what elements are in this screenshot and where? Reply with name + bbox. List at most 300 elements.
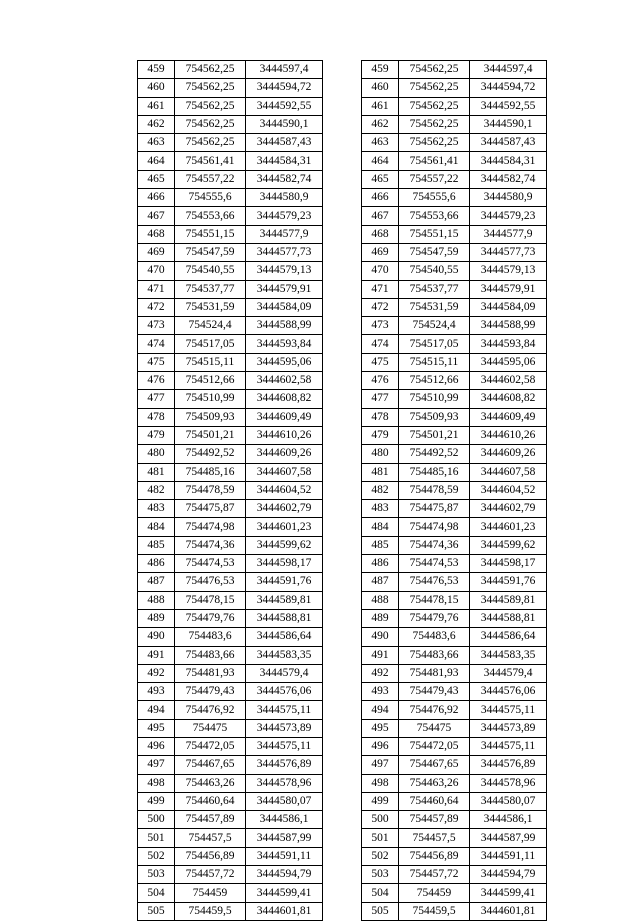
table-row-left: [138, 280, 323, 298]
table-row-left: [138, 243, 323, 261]
x-coordinate-cell: 754474,36: [399, 536, 470, 554]
x-coordinate-cell: 754479,43: [175, 683, 246, 701]
table-row-left: [138, 811, 323, 829]
y-coordinate-cell: 3444575,11: [470, 701, 547, 719]
point-number-cell: 468: [362, 225, 399, 243]
table-row-right: [362, 884, 547, 902]
y-coordinate-cell: 3444591,76: [246, 573, 323, 591]
point-number-cell: 461: [362, 97, 399, 115]
table-row-right: [362, 683, 547, 701]
point-number-cell: 488: [138, 591, 175, 609]
y-coordinate-cell: 3444609,26: [470, 445, 547, 463]
y-coordinate-cell: 3444601,23: [246, 518, 323, 536]
y-coordinate-cell: 3444601,81: [470, 902, 547, 920]
table-row-right: [362, 536, 547, 554]
x-coordinate-cell: 754562,25: [175, 115, 246, 133]
x-coordinate-cell: 754463,26: [175, 774, 246, 792]
x-coordinate-cell: 754512,66: [175, 372, 246, 390]
table-row-right: [362, 262, 547, 280]
x-coordinate-cell: 754483,66: [175, 646, 246, 664]
table-row-left: [138, 481, 323, 499]
point-number-cell: 500: [362, 811, 399, 829]
table-row-left: [138, 152, 323, 170]
table-row-right: [362, 609, 547, 627]
y-coordinate-cell: 3444579,13: [470, 262, 547, 280]
point-number-cell: 460: [138, 79, 175, 97]
point-number-cell: 475: [138, 353, 175, 371]
table-row-left: [138, 701, 323, 719]
point-number-cell: 467: [362, 207, 399, 225]
point-number-cell: 477: [362, 390, 399, 408]
table-row-right: [362, 335, 547, 353]
table-row-right: [362, 628, 547, 646]
y-coordinate-cell: 3444608,82: [246, 390, 323, 408]
x-coordinate-cell: 754472,05: [175, 737, 246, 755]
table-row-left: [138, 61, 323, 79]
table-row-right: [362, 463, 547, 481]
y-coordinate-cell: 3444579,13: [246, 262, 323, 280]
x-coordinate-cell: 754540,55: [175, 262, 246, 280]
table-row-left: [138, 134, 323, 152]
y-coordinate-cell: 3444587,43: [470, 134, 547, 152]
point-number-cell: 483: [362, 500, 399, 518]
x-coordinate-cell: 754562,25: [175, 79, 246, 97]
x-coordinate-cell: 754476,92: [399, 701, 470, 719]
table-row-left: [138, 262, 323, 280]
x-coordinate-cell: 754540,55: [399, 262, 470, 280]
x-coordinate-cell: 754547,59: [399, 243, 470, 261]
y-coordinate-cell: 3444578,96: [470, 774, 547, 792]
point-number-cell: 460: [362, 79, 399, 97]
x-coordinate-cell: 754457,89: [399, 811, 470, 829]
point-number-cell: 498: [362, 774, 399, 792]
y-coordinate-cell: 3444609,26: [246, 445, 323, 463]
table-row-left: [138, 683, 323, 701]
point-number-cell: 474: [362, 335, 399, 353]
point-number-cell: 465: [362, 170, 399, 188]
point-number-cell: 500: [138, 811, 175, 829]
x-coordinate-cell: 754551,15: [175, 225, 246, 243]
point-number-cell: 463: [138, 134, 175, 152]
point-number-cell: 466: [138, 189, 175, 207]
x-coordinate-cell: 754483,6: [399, 628, 470, 646]
table-row-left: [138, 756, 323, 774]
point-number-cell: 498: [138, 774, 175, 792]
point-number-cell: 487: [362, 573, 399, 591]
point-number-cell: 504: [138, 884, 175, 902]
table-row-left: [138, 463, 323, 481]
table-row-left: [138, 170, 323, 188]
table-row-left: [138, 317, 323, 335]
table-row-right: [362, 500, 547, 518]
x-coordinate-cell: 754481,93: [175, 664, 246, 682]
point-number-cell: 469: [362, 243, 399, 261]
x-coordinate-cell: 754479,76: [399, 609, 470, 627]
table-row-right: [362, 774, 547, 792]
y-coordinate-cell: 3444588,99: [246, 317, 323, 335]
point-number-cell: 459: [362, 61, 399, 79]
y-coordinate-cell: 3444599,41: [470, 884, 547, 902]
point-number-cell: 496: [138, 737, 175, 755]
point-number-cell: 499: [138, 792, 175, 810]
y-coordinate-cell: 3444602,79: [470, 500, 547, 518]
y-coordinate-cell: 3444589,81: [246, 591, 323, 609]
table-row-left: [138, 445, 323, 463]
table-row-right: [362, 408, 547, 426]
table-row-left: [138, 555, 323, 573]
y-coordinate-cell: 3444597,4: [470, 61, 547, 79]
point-number-cell: 471: [362, 280, 399, 298]
x-coordinate-cell: 754509,93: [399, 408, 470, 426]
point-number-cell: 472: [362, 298, 399, 316]
table-row-left: [138, 792, 323, 810]
table-row-right: [362, 518, 547, 536]
table-row-left: [138, 829, 323, 847]
table-row-left: [138, 847, 323, 865]
point-number-cell: 487: [138, 573, 175, 591]
table-row-right: [362, 280, 547, 298]
table-row-right: [362, 646, 547, 664]
y-coordinate-cell: 3444579,91: [470, 280, 547, 298]
y-coordinate-cell: 3444593,84: [470, 335, 547, 353]
x-coordinate-cell: 754537,77: [399, 280, 470, 298]
x-coordinate-cell: 754467,65: [399, 756, 470, 774]
point-number-cell: 491: [362, 646, 399, 664]
x-coordinate-cell: 754537,77: [175, 280, 246, 298]
y-coordinate-cell: 3444586,1: [470, 811, 547, 829]
point-number-cell: 478: [138, 408, 175, 426]
x-coordinate-cell: 754483,6: [175, 628, 246, 646]
point-number-cell: 470: [138, 262, 175, 280]
coordinates-table-right: [361, 60, 547, 921]
y-coordinate-cell: 3444575,11: [246, 737, 323, 755]
y-coordinate-cell: 3444577,9: [470, 225, 547, 243]
point-number-cell: 474: [138, 335, 175, 353]
y-coordinate-cell: 3444602,79: [246, 500, 323, 518]
table-row-right: [362, 207, 547, 225]
table-row-right: [362, 737, 547, 755]
point-number-cell: 496: [362, 737, 399, 755]
point-number-cell: 493: [362, 683, 399, 701]
point-number-cell: 481: [138, 463, 175, 481]
point-number-cell: 502: [362, 847, 399, 865]
point-number-cell: 501: [362, 829, 399, 847]
table-row-left: [138, 353, 323, 371]
table-row-left: [138, 884, 323, 902]
x-coordinate-cell: 754457,89: [175, 811, 246, 829]
point-number-cell: 475: [362, 353, 399, 371]
y-coordinate-cell: 3444573,89: [470, 719, 547, 737]
point-number-cell: 473: [362, 317, 399, 335]
point-number-cell: 468: [138, 225, 175, 243]
point-number-cell: 486: [362, 555, 399, 573]
x-coordinate-cell: 754555,6: [399, 189, 470, 207]
x-coordinate-cell: 754475,87: [175, 500, 246, 518]
table-row-right: [362, 756, 547, 774]
point-number-cell: 484: [362, 518, 399, 536]
x-coordinate-cell: 754562,25: [175, 97, 246, 115]
point-number-cell: 479: [362, 426, 399, 444]
y-coordinate-cell: 3444602,58: [246, 372, 323, 390]
x-coordinate-cell: 754553,66: [399, 207, 470, 225]
table-row-left: [138, 774, 323, 792]
table-row-left: [138, 79, 323, 97]
table-row-right: [362, 481, 547, 499]
table-row-left: [138, 609, 323, 627]
point-number-cell: 463: [362, 134, 399, 152]
point-number-cell: 490: [138, 628, 175, 646]
x-coordinate-cell: 754478,59: [399, 481, 470, 499]
x-coordinate-cell: 754509,93: [175, 408, 246, 426]
point-number-cell: 490: [362, 628, 399, 646]
x-coordinate-cell: 754456,89: [175, 847, 246, 865]
y-coordinate-cell: 3444579,91: [246, 280, 323, 298]
x-coordinate-cell: 754524,4: [399, 317, 470, 335]
y-coordinate-cell: 3444604,52: [246, 481, 323, 499]
x-coordinate-cell: 754472,05: [399, 737, 470, 755]
y-coordinate-cell: 3444607,58: [470, 463, 547, 481]
x-coordinate-cell: 754492,52: [399, 445, 470, 463]
y-coordinate-cell: 3444592,55: [470, 97, 547, 115]
x-coordinate-cell: 754483,66: [399, 646, 470, 664]
x-coordinate-cell: 754515,11: [175, 353, 246, 371]
table-row-left: [138, 628, 323, 646]
y-coordinate-cell: 3444577,9: [246, 225, 323, 243]
x-coordinate-cell: 754553,66: [175, 207, 246, 225]
point-number-cell: 469: [138, 243, 175, 261]
y-coordinate-cell: 3444604,52: [470, 481, 547, 499]
y-coordinate-cell: 3444587,43: [246, 134, 323, 152]
x-coordinate-cell: 754501,21: [399, 426, 470, 444]
x-coordinate-cell: 754460,64: [175, 792, 246, 810]
x-coordinate-cell: 754478,15: [175, 591, 246, 609]
point-number-cell: 473: [138, 317, 175, 335]
y-coordinate-cell: 3444583,35: [246, 646, 323, 664]
x-coordinate-cell: 754475,87: [399, 500, 470, 518]
table-row-left: [138, 189, 323, 207]
table-row-right: [362, 664, 547, 682]
point-number-cell: 497: [138, 756, 175, 774]
table-row-right: [362, 243, 547, 261]
x-coordinate-cell: 754478,15: [399, 591, 470, 609]
y-coordinate-cell: 3444609,49: [246, 408, 323, 426]
point-number-cell: 489: [138, 609, 175, 627]
point-number-cell: 494: [138, 701, 175, 719]
table-row-right: [362, 134, 547, 152]
y-coordinate-cell: 3444595,06: [470, 353, 547, 371]
y-coordinate-cell: 3444580,9: [470, 189, 547, 207]
x-coordinate-cell: 754512,66: [399, 372, 470, 390]
x-coordinate-cell: 754456,89: [399, 847, 470, 865]
y-coordinate-cell: 3444592,55: [246, 97, 323, 115]
table-row-left: [138, 97, 323, 115]
y-coordinate-cell: 3444598,17: [470, 555, 547, 573]
y-coordinate-cell: 3444591,11: [246, 847, 323, 865]
x-coordinate-cell: 754457,72: [175, 866, 246, 884]
x-coordinate-cell: 754551,15: [399, 225, 470, 243]
x-coordinate-cell: 754457,5: [175, 829, 246, 847]
y-coordinate-cell: 3444587,99: [246, 829, 323, 847]
table-row-right: [362, 225, 547, 243]
x-coordinate-cell: 754531,59: [175, 298, 246, 316]
y-coordinate-cell: 3444593,84: [246, 335, 323, 353]
table-row-left: [138, 719, 323, 737]
table-row-left: [138, 573, 323, 591]
x-coordinate-cell: 754474,36: [175, 536, 246, 554]
x-coordinate-cell: 754459: [399, 884, 470, 902]
point-number-cell: 484: [138, 518, 175, 536]
table-row-left: [138, 372, 323, 390]
x-coordinate-cell: 754460,64: [399, 792, 470, 810]
y-coordinate-cell: 3444594,72: [470, 79, 547, 97]
y-coordinate-cell: 3444607,58: [246, 463, 323, 481]
point-number-cell: 492: [362, 664, 399, 682]
x-coordinate-cell: 754531,59: [399, 298, 470, 316]
point-number-cell: 495: [138, 719, 175, 737]
table-row-right: [362, 866, 547, 884]
y-coordinate-cell: 3444599,62: [246, 536, 323, 554]
table-row-right: [362, 719, 547, 737]
table-row-left: [138, 646, 323, 664]
point-number-cell: 486: [138, 555, 175, 573]
table-row-left: [138, 408, 323, 426]
point-number-cell: 485: [362, 536, 399, 554]
table-row-left: [138, 207, 323, 225]
y-coordinate-cell: 3444580,9: [246, 189, 323, 207]
y-coordinate-cell: 3444609,49: [470, 408, 547, 426]
table-row-left: [138, 536, 323, 554]
table-row-right: [362, 189, 547, 207]
point-number-cell: 502: [138, 847, 175, 865]
y-coordinate-cell: 3444599,62: [470, 536, 547, 554]
y-coordinate-cell: 3444589,81: [470, 591, 547, 609]
x-coordinate-cell: 754562,25: [175, 134, 246, 152]
x-coordinate-cell: 754510,99: [175, 390, 246, 408]
table-row-right: [362, 555, 547, 573]
point-number-cell: 467: [138, 207, 175, 225]
table-row-left: [138, 737, 323, 755]
x-coordinate-cell: 754457,5: [399, 829, 470, 847]
y-coordinate-cell: 3444588,81: [470, 609, 547, 627]
table-row-right: [362, 390, 547, 408]
table-row-right: [362, 591, 547, 609]
y-coordinate-cell: 3444577,73: [470, 243, 547, 261]
x-coordinate-cell: 754517,05: [399, 335, 470, 353]
x-coordinate-cell: 754562,25: [399, 97, 470, 115]
x-coordinate-cell: 754463,26: [399, 774, 470, 792]
y-coordinate-cell: 3444586,64: [246, 628, 323, 646]
y-coordinate-cell: 3444583,35: [470, 646, 547, 664]
y-coordinate-cell: 3444610,26: [470, 426, 547, 444]
table-row-right: [362, 298, 547, 316]
table-row-right: [362, 792, 547, 810]
y-coordinate-cell: 3444579,4: [470, 664, 547, 682]
y-coordinate-cell: 3444595,06: [246, 353, 323, 371]
y-coordinate-cell: 3444579,4: [246, 664, 323, 682]
table-row-left: [138, 866, 323, 884]
table-row-left: [138, 426, 323, 444]
y-coordinate-cell: 3444599,41: [246, 884, 323, 902]
table-row-right: [362, 170, 547, 188]
point-number-cell: 504: [362, 884, 399, 902]
table-row-right: [362, 847, 547, 865]
y-coordinate-cell: 3444580,07: [470, 792, 547, 810]
point-number-cell: 481: [362, 463, 399, 481]
point-number-cell: 478: [362, 408, 399, 426]
x-coordinate-cell: 754474,98: [175, 518, 246, 536]
y-coordinate-cell: 3444597,4: [246, 61, 323, 79]
x-coordinate-cell: 754479,43: [399, 683, 470, 701]
table-row-left: [138, 518, 323, 536]
y-coordinate-cell: 3444598,17: [246, 555, 323, 573]
table-body-left: [138, 61, 323, 921]
y-coordinate-cell: 3444601,23: [470, 518, 547, 536]
y-coordinate-cell: 3444594,72: [246, 79, 323, 97]
x-coordinate-cell: 754467,65: [175, 756, 246, 774]
y-coordinate-cell: 3444584,31: [470, 152, 547, 170]
table-row-right: [362, 152, 547, 170]
x-coordinate-cell: 754459,5: [175, 902, 246, 920]
x-coordinate-cell: 754481,93: [399, 664, 470, 682]
y-coordinate-cell: 3444591,11: [470, 847, 547, 865]
table-row-left: [138, 390, 323, 408]
point-number-cell: 505: [362, 902, 399, 920]
point-number-cell: 503: [138, 866, 175, 884]
table-row-right: [362, 97, 547, 115]
coordinates-table-left: [137, 60, 323, 921]
y-coordinate-cell: 3444584,09: [246, 298, 323, 316]
table-row-left: [138, 335, 323, 353]
point-number-cell: 462: [138, 115, 175, 133]
y-coordinate-cell: 3444576,89: [246, 756, 323, 774]
y-coordinate-cell: 3444602,58: [470, 372, 547, 390]
y-coordinate-cell: 3444584,09: [470, 298, 547, 316]
point-number-cell: 499: [362, 792, 399, 810]
table-row-left: [138, 298, 323, 316]
point-number-cell: 464: [138, 152, 175, 170]
point-number-cell: 466: [362, 189, 399, 207]
point-number-cell: 491: [138, 646, 175, 664]
table-row-right: [362, 811, 547, 829]
point-number-cell: 497: [362, 756, 399, 774]
x-coordinate-cell: 754562,25: [399, 79, 470, 97]
point-number-cell: 476: [138, 372, 175, 390]
point-number-cell: 459: [138, 61, 175, 79]
y-coordinate-cell: 3444594,79: [246, 866, 323, 884]
point-number-cell: 494: [362, 701, 399, 719]
y-coordinate-cell: 3444608,82: [470, 390, 547, 408]
y-coordinate-cell: 3444575,11: [470, 737, 547, 755]
table-row-left: [138, 225, 323, 243]
point-number-cell: 472: [138, 298, 175, 316]
x-coordinate-cell: 754479,76: [175, 609, 246, 627]
x-coordinate-cell: 754485,16: [399, 463, 470, 481]
x-coordinate-cell: 754501,21: [175, 426, 246, 444]
y-coordinate-cell: 3444575,11: [246, 701, 323, 719]
point-number-cell: 501: [138, 829, 175, 847]
table-row-left: [138, 115, 323, 133]
x-coordinate-cell: 754457,72: [399, 866, 470, 884]
x-coordinate-cell: 754524,4: [175, 317, 246, 335]
x-coordinate-cell: 754474,98: [399, 518, 470, 536]
point-number-cell: 479: [138, 426, 175, 444]
y-coordinate-cell: 3444601,81: [246, 902, 323, 920]
point-number-cell: 488: [362, 591, 399, 609]
table-row-right: [362, 317, 547, 335]
table-row-right: [362, 61, 547, 79]
point-number-cell: 485: [138, 536, 175, 554]
y-coordinate-cell: 3444586,64: [470, 628, 547, 646]
